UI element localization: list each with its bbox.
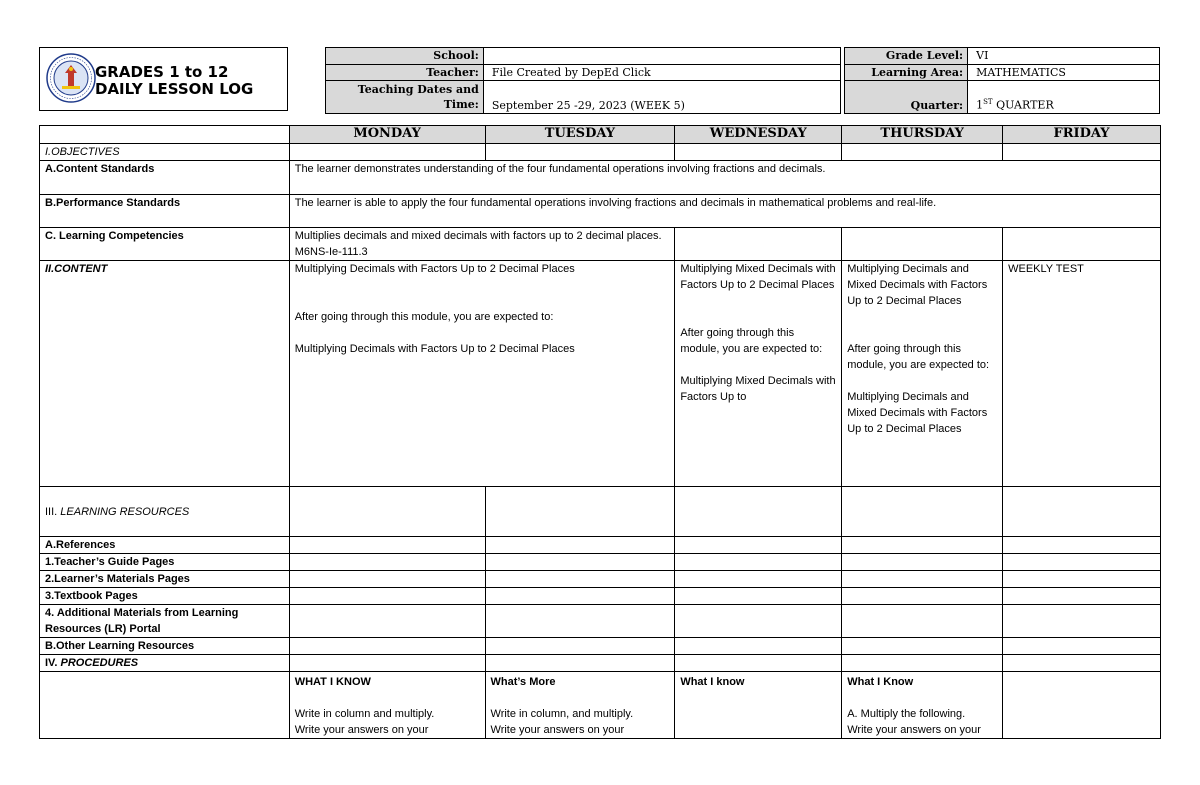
references-label: A.References [40,537,290,554]
objectives-cell[interactable] [289,144,485,161]
content-thursday: Multiplying Decimals and Mixed Decimals with Factors Up to 2 Decimal Places After going through this module, you are expected to: Multiplying Decimals and Mixed Decimals with Factors Up to 2 Decimal Places [842,261,1003,487]
learners-materials-label: 2.Learner’s Materials Pages [40,571,290,588]
header-title-box [39,47,288,111]
learning-area-field[interactable]: MATHEMATICS [968,65,1160,81]
school-label: School: [326,48,484,65]
procedures-number: IV. [45,657,61,669]
teachers-guide-label: 1.Teacher’s Guide Pages [40,554,290,571]
learning-area-label: Learning Area: [845,65,968,81]
deped-seal-icon [46,53,96,103]
quarter-suffix: ST [983,98,993,107]
learning-resources-title: LEARNING RESOURCES [60,505,190,518]
day-header-wednesday: WEDNESDAY [675,126,842,144]
objectives-heading: I.OBJECTIVES [40,144,290,161]
content-wednesday: Multiplying Mixed Decimals with Factors Up to 2 Decimal Places After going through this module, you are expected to: Multiplying Mixed Decimals with Factors Up to [675,261,842,487]
learning-competencies-label: C. Learning Competencies [40,228,290,261]
quarter-number: 1 [976,99,984,112]
day-header-monday: MONDAY [289,126,485,144]
procedures-wednesday: What I know [675,672,842,739]
textbook-pages-label: 3.Textbook Pages [40,588,290,605]
content-monday: Multiplying Decimals with Factors Up to 2 Decimal Places After going through this module, you are expected to: Multiplying Decimals with Factors Up to 2 Decimal Places [289,261,675,487]
day-header-friday: FRIDAY [1003,126,1161,144]
teacher-field[interactable]: File Created by DepEd Click [483,65,840,81]
procedures-heading [40,655,290,672]
procedure-heading: WHAT I KNOW [294,676,371,688]
procedures-monday: WHAT I KNOW Write in column and multiply. Write your answers on your [289,672,485,739]
procedure-heading: What’s More [490,676,556,688]
learning-resources-heading [40,487,290,537]
content-standards-label: A.Content Standards [40,161,290,195]
teacher-label: Teacher: [326,65,484,81]
content-friday: WEEKLY TEST [1003,261,1161,487]
learning-competencies-text: Multiplies decimals and mixed decimals with factors up to 2 decimal places. M6NS-Ie-111.3 [289,228,675,261]
procedures-title: PROCEDURES [60,657,139,669]
content-standards-text: The learner demonstrates understanding of the four fundamental operations involving fractions and decimals. [289,161,1160,195]
teaching-dates-label: Teaching Dates and Time: [326,81,484,114]
quarter-label: Quarter: [845,81,968,114]
day-header-thursday: THURSDAY [842,126,1003,144]
performance-standards-label: B.Performance Standards [40,195,290,228]
grade-level-label: Grade Level: [845,48,968,65]
other-resources-label: B.Other Learning Resources [40,638,290,655]
teaching-dates-field[interactable]: September 25 -29, 2023 (WEEK 5) [483,81,840,114]
learning-resources-number: III. [45,505,61,518]
performance-standards-text: The learner is able to apply the four fundamental operations involving fractions and decimals in mathematical problems and real-life. [289,195,1160,228]
procedure-heading: What I Know [847,676,914,688]
procedures-tuesday: What’s More Write in column, and multiply. Write your answers on your [485,672,675,739]
quarter-field[interactable] [968,81,1160,114]
school-field[interactable] [483,48,840,65]
additional-materials-label: 4. Additional Materials from Learning Resources (LR) Portal [40,605,290,638]
log-title-line2: DAILY LESSON LOG [95,80,254,98]
quarter-text: QUARTER [992,99,1054,112]
day-header-tuesday: TUESDAY [485,126,675,144]
log-title [95,64,253,98]
content-heading: II.CONTENT [40,261,290,487]
procedures-thursday: What I Know A. Multiply the following. Write your answers on your [842,672,1003,739]
log-title-line1: GRADES 1 to 12 [95,63,229,81]
grade-level-field[interactable]: VI [968,48,1160,65]
lesson-log-table [39,125,1161,739]
header-info-table [325,47,1160,114]
